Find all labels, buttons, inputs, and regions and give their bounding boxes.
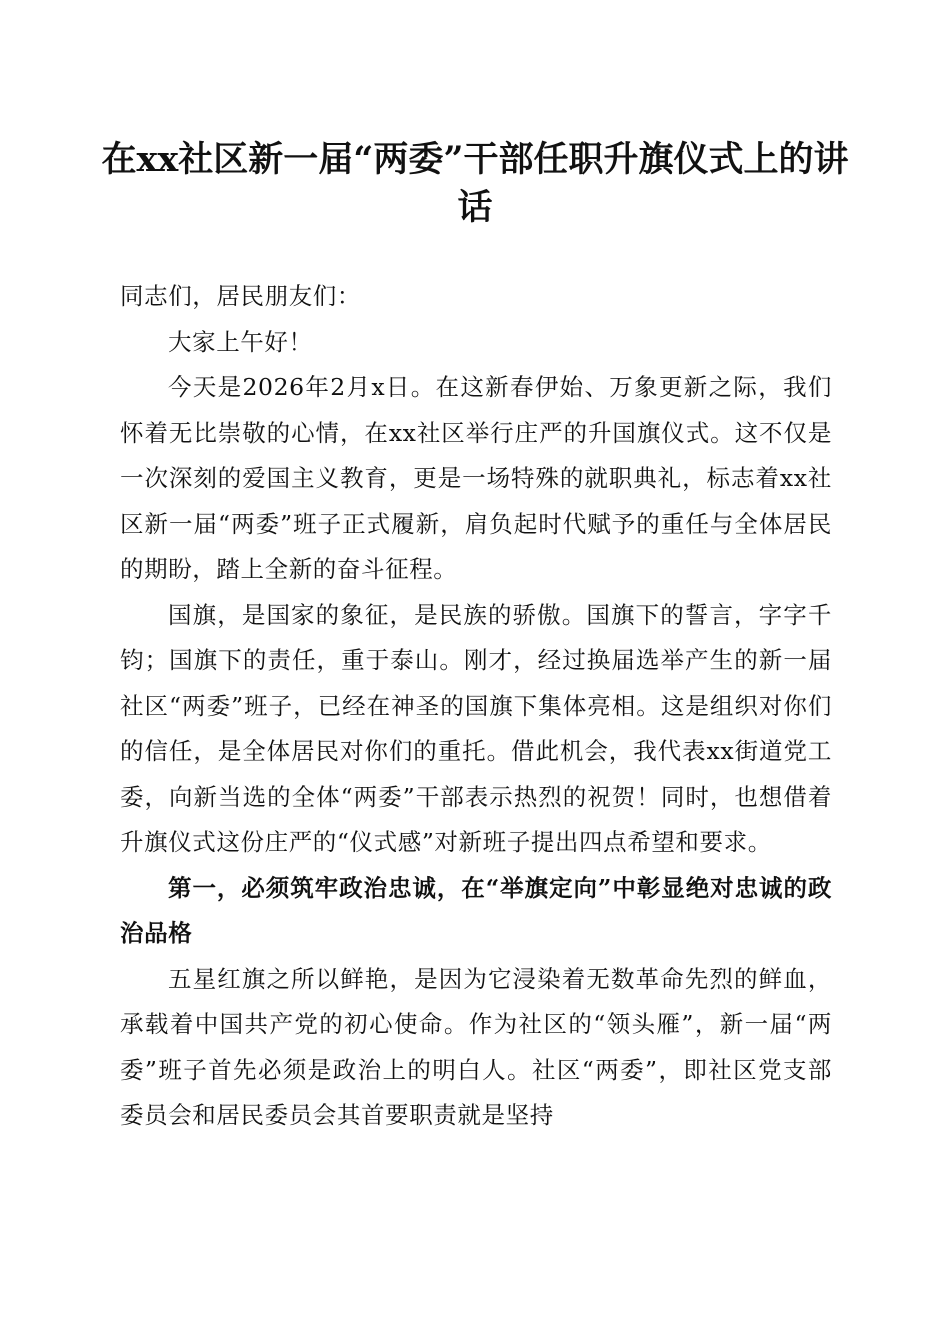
document-title: 在xx社区新一届“两委”干部任职升旗仪式上的讲话: [101, 139, 849, 228]
greeting: 大家上午好！: [168, 327, 313, 356]
document-body: [120, 274, 832, 1139]
section-paragraph: 五星红旗之所以鲜艳，是因为它浸染着无数革命先烈的鲜血，承载着中国共产党的初心使命。作为社区的“领头雁”，新一届“两委”班子首先必须是政治上的明白人。社区“两委”，即社区党支部委员会和居民委员会其首要职责就是坚持: [120, 964, 832, 1129]
paragraph-1: 今天是2026年2月x日。在这新春伊始、万象更新之际，我们怀着无比崇敬的心情，在xx社区举行庄严的升国旗仪式。这不仅是一次深刻的爱国主义教育，更是一场特殊的就职典礼，标志着xx社区新一届“两委”班子正式履新，肩负起时代赋予的重任与全体居民的期盼，踏上全新的奋斗征程。: [120, 373, 832, 583]
paragraph-2: 国旗，是国家的象征，是民族的骄傲。国旗下的誓言，字字千钧；国旗下的责任，重于泰山。刚才，经过换届选举产生的新一届社区“两委”班子，已经在神圣的国旗下集体亮相。这是组织对你们的信任，是全体居民对你们的重托。借此机会，我代表xx街道党工委，向新当选的全体“两委”干部表示热烈的祝贺！同时，也想借着升旗仪式这份庄严的“仪式感”对新班子提出四点希望和要求。: [120, 600, 832, 856]
section-heading: 第一，必须筑牢政治忠诚，在“举旗定向”中彰显绝对忠诚的政治品格: [120, 873, 832, 947]
salutation: 同志们，居民朋友们：: [120, 282, 361, 310]
